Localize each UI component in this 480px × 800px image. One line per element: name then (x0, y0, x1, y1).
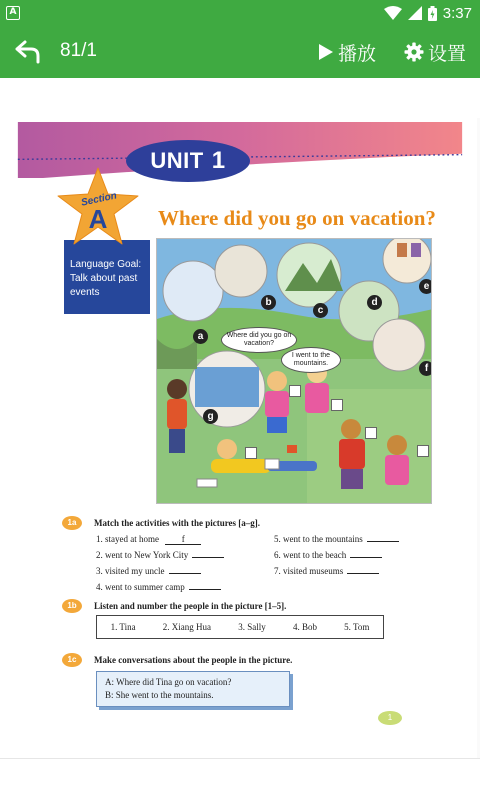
status-icons (384, 4, 472, 22)
exercise-number: 1c (62, 653, 82, 667)
match-item: 7. visited museums (274, 566, 379, 576)
names-list-box (96, 615, 384, 639)
answer-blank[interactable] (367, 541, 399, 542)
match-item: 4. went to summer camp (96, 582, 221, 592)
exercise-instruction: Match the activities with the pictures [a–g]. (94, 518, 261, 528)
cell-signal-icon (408, 6, 422, 20)
answer-blank[interactable] (350, 557, 382, 558)
back-arrow-icon (14, 38, 44, 66)
page-number-badge: 1 (378, 711, 402, 725)
page-indicator: 81/1 (60, 40, 97, 61)
back-button[interactable] (14, 38, 44, 66)
bottom-divider (0, 758, 480, 759)
answer-blank[interactable]: f (165, 534, 201, 545)
answer-blank[interactable] (189, 589, 221, 590)
reader-top-margin (0, 78, 480, 120)
scene-label-e: e (419, 279, 432, 294)
answer-blank[interactable] (347, 573, 379, 574)
scene-label-a: a (193, 329, 208, 344)
wifi-icon (384, 6, 402, 20)
language-goal-text: Talk about past events (70, 273, 138, 298)
person-name: 1. Tina (110, 622, 136, 632)
section-word: Section (80, 190, 118, 209)
unit-badge (126, 140, 250, 182)
answer-box[interactable] (245, 447, 257, 459)
answer-box[interactable] (365, 427, 377, 439)
person-name: 4. Bob (292, 622, 317, 632)
play-label: 播放 (338, 43, 377, 65)
exercise-instruction: Listen and number the people in the picture [1–5]. (94, 601, 287, 611)
answer-box[interactable] (417, 445, 429, 457)
play-icon (318, 43, 334, 61)
status-bar (0, 0, 480, 26)
answer-blank[interactable] (169, 573, 201, 574)
exercise-number: 1a (62, 516, 82, 530)
answer-box[interactable] (331, 399, 343, 411)
section-letter: A (88, 204, 108, 234)
match-item: 6. went to the beach (274, 550, 382, 560)
app-notification-icon: A (6, 6, 20, 20)
textbook-page[interactable] (2, 118, 478, 758)
scene-label-d: d (367, 295, 382, 310)
unit-word: UNIT (150, 148, 204, 173)
conversation-line: B: She went to the mountains. (105, 690, 214, 700)
person-name: 3. Sally (238, 622, 266, 632)
unit-number: 1 (211, 147, 226, 174)
match-item: 3. visited my uncle (96, 566, 201, 576)
status-time: 3:37 (442, 4, 472, 22)
scene-label-f: f (419, 361, 432, 376)
scene-drawing (157, 239, 432, 504)
language-goal-heading: Language Goal: (70, 259, 142, 270)
scene-label-c: c (313, 303, 328, 318)
person-name: 5. Tom (344, 622, 370, 632)
match-item: 2. went to New York City (96, 550, 224, 560)
speech-bubble-answer: I went to the mountains. (281, 347, 341, 373)
match-item: 1. stayed at home f (96, 534, 201, 545)
battery-icon (428, 6, 437, 21)
match-item: 5. went to the mountains (274, 534, 399, 544)
section-star-badge (56, 166, 140, 246)
conversation-box (96, 671, 290, 707)
conversation-line: A: Where did Tina go on vacation? (105, 677, 232, 687)
settings-button[interactable] (404, 38, 466, 66)
scene-label-g: g (203, 409, 218, 424)
unit-title: Where did you go on vacation? (158, 206, 436, 230)
speech-bubble-question: Where did you go on vacation? (221, 327, 297, 353)
language-goal-box (64, 240, 150, 314)
app-toolbar (0, 26, 480, 78)
settings-label: 设置 (428, 43, 467, 65)
answer-blank[interactable] (192, 557, 224, 558)
gear-icon (404, 42, 424, 62)
play-button[interactable] (318, 38, 376, 66)
scene-label-b: b (261, 295, 276, 310)
person-name: 2. Xiang Hua (162, 622, 212, 632)
exercise-number: 1b (62, 599, 82, 613)
exercise-instruction: Make conversations about the people in the picture. (94, 655, 293, 665)
vacation-illustration (156, 238, 432, 504)
answer-box[interactable] (289, 385, 301, 397)
